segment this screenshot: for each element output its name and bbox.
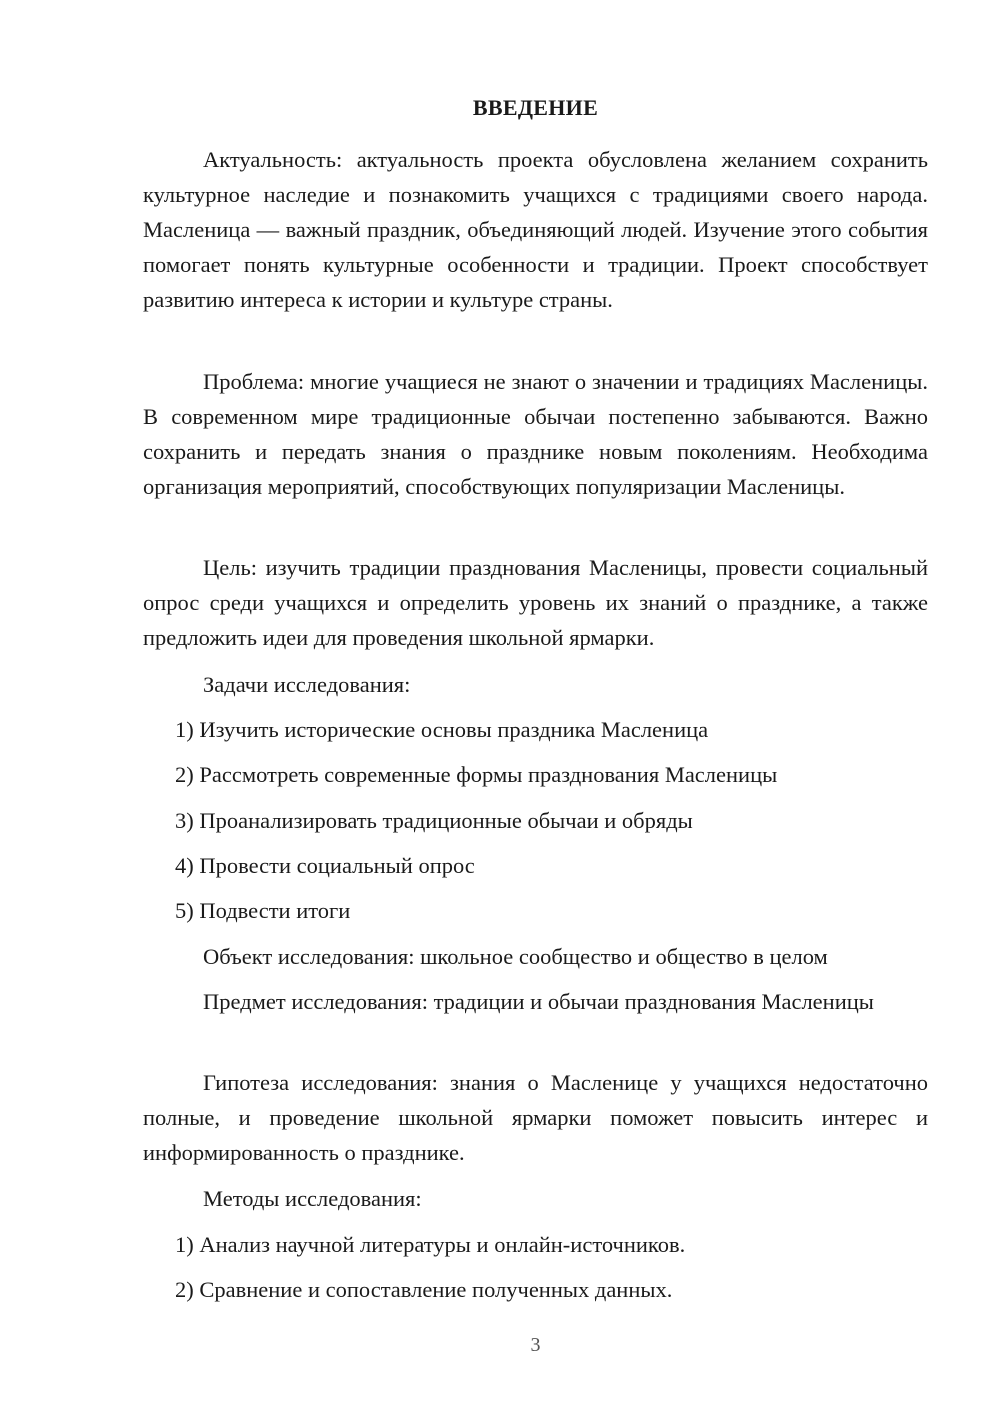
tasks-heading: Задачи исследования: <box>203 672 411 697</box>
methods-heading: Методы исследования: <box>203 1186 422 1211</box>
relevance-paragraph: Актуальность: актуальность проекта обусловлена желанием сохранить культурное наследие и познакомить учащихся с традициями своего народа. Масленица — важный праздник, объединяющий людей. Изучение этого события помогает понять культурные особенности и традиции. Проект способствует развитию интереса к истории и культуре страны. <box>143 147 928 312</box>
object-line: Объект исследования: школьное сообщество и общество в целом <box>203 944 828 969</box>
task-item: 4) Провести социальный опрос <box>175 853 475 878</box>
page-title: ВВЕДЕНИЕ <box>472 95 599 120</box>
task-item: 3) Проанализировать традиционные обычаи и обряды <box>175 808 693 833</box>
page-number: 3 <box>530 1334 541 1356</box>
goal-paragraph: Цель: изучить традиции празднования Масленицы, провести социальный опрос среди учащихся и определить уровень их знаний о празднике, а также предложить идеи для проведения школьной ярмарки. <box>143 555 928 650</box>
subject-paragraph: Предмет исследования: традиции и обычаи празднования Масленицы <box>203 989 874 1014</box>
hypothesis-paragraph: Гипотеза исследования: знания о Масленице у учащихся недостаточно полные, и проведение школьной ярмарки поможет повысить интерес и информированность о празднике. <box>143 1070 928 1165</box>
task-item: 1) Изучить исторические основы праздника Масленица <box>175 717 709 742</box>
method-item: 1) Анализ научной литературы и онлайн-источников. <box>175 1232 686 1257</box>
task-item: 2) Рассмотреть современные формы празднования Масленицы <box>175 762 778 787</box>
task-item: 5) Подвести итоги <box>175 898 351 923</box>
problem-paragraph: Проблема: многие учащиеся не знают о значении и традициях Масленицы. В современном мире традиционные обычаи постепенно забываются. Важно сохранить и передать знания о празднике новым поколениям. Необходима организация мероприятий, способствующих популяризации Масленицы. <box>143 369 928 499</box>
method-item: 2) Сравнение и сопоставление полученных данных. <box>175 1277 673 1302</box>
